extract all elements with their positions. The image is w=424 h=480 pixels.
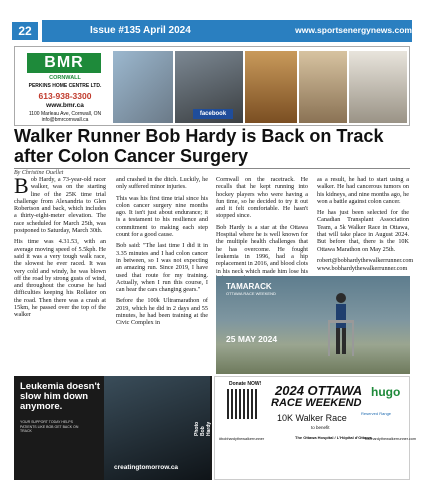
site-link[interactable]: www.bobhardythewalkerrunner.com <box>317 265 408 273</box>
bmr-address: 1100 Marleau Ave, Cornwall, ON info@bmrcornwall.ca <box>28 111 102 123</box>
hugo-logo: hugo <box>371 385 401 399</box>
leukemia-ad-copy: YOUR SUPPORT TODAY HELPS PATIENTS LIKE BOB GET BACK ON TRACK <box>20 420 79 433</box>
tamarack-brand: TAMARACK <box>226 282 272 291</box>
reserved-range-label: Reserved Range <box>361 411 392 416</box>
leukemia-ad-url[interactable]: creatingtomorrow.ca <box>114 464 179 471</box>
race-date: 25 MAY 2024 <box>226 334 278 344</box>
article-column-2: and crashed in the ditch. Luckily, he only suffered minor injuries. This was his first time trial since his colon cancer surgery nine months ago. It isn't just about endurance; it is a testament to his resilience and commitment to making each step count for a good cause. Bob said: "The last time I did it in 3.35 minutes and I had colon cancer in between, so I was not expecting an amazing run. Since 2019, I have used that route for my training. Actually, when I run this course, I can hear the cars changing gears." Before the 100k Ultramarathon of 2019, which he did in 2 days and 55 minutes, he had been training at the Civic Complex in <box>116 176 208 327</box>
ad-photo-cabinet <box>299 51 347 123</box>
hospital-logo: The Ottawa Hospital / L'Hôpital d'Ottawa <box>295 435 372 440</box>
bmr-phone: 613-938-3300 <box>38 91 92 101</box>
race-walker-event: 10K Walker Race <box>277 413 347 423</box>
issue-label: Issue #135 April 2024 <box>90 25 191 36</box>
donate-label: Donate NOW! <box>229 381 262 387</box>
walker-figure <box>326 290 356 360</box>
leukemia-ad[interactable] <box>14 376 212 480</box>
email-link[interactable]: robert@bobhardythewalkerrunner.com <box>317 256 414 264</box>
website-link[interactable]: www.sportsenergynews.com <box>295 25 412 35</box>
race-year: 2024 OTTAWA <box>275 383 363 398</box>
bmr-location: CORNWALL <box>49 75 81 81</box>
race-hashtag: #bobhardythewalkerrunner <box>219 437 265 441</box>
leukemia-ad-title: Leukemia doesn't slow him down anymore. <box>20 381 100 412</box>
facebook-badge[interactable]: facebook <box>193 109 233 119</box>
qr-code[interactable] <box>227 389 257 419</box>
ad-photo-tools <box>113 51 173 123</box>
race-benefit: to benefit <box>311 425 330 430</box>
article-headline: Walker Runner Bob Hardy is Back on Track after Colon Cancer Surgery <box>14 126 384 166</box>
bmr-ad-banner[interactable] <box>14 46 410 126</box>
race-title: RACE WEEKEND <box>271 397 362 409</box>
bmr-web[interactable]: www.bmr.ca <box>46 102 84 109</box>
page-number: 22 <box>12 22 38 40</box>
article-column-1: Bob Hardy, a 73-year-old racer walker, was on the starting line of the 25K time trial challenge from Alexandria to Glen Robertson and back, which includes a thirty-eight-meter elevation. The race scheduled for March 25th, was postponed to Saturday, March 30th. His time was 4.31.53, with an average moving speed of 5.5kph. He said it was a very tough walk race, the slowest he ever raced. It was very cold and windy, he was blown off the road by strong gusts of wind, and throughout the course he had difficulties keeping his Rollator on the road. Then there was a crash at 15km, he passed over the top of the walker <box>14 173 106 319</box>
headline-rule <box>14 168 410 169</box>
bmr-company: PERKINS HOME CENTRE LTD. <box>28 83 102 89</box>
race-weekend-ad[interactable] <box>214 376 417 480</box>
article-column-3: Cornwall on the racetrack. He recalls that he kept running into hockey players who were having a fun time, so he decided to try it out and it felt comfortable. He hasn't stopped since. Bob Hardy is a star at the Ottawa Hospital where he is well known for the multiple health challenges that he has overcome. He fought leukemia in 1996, had a hip replacement in 2016, and blood clots in his neck which made him lose his <box>216 176 308 275</box>
article-column-4: as a result, he had to start using a walker. He had cancerous tumors on his kidneys, and nine months ago, he won a battle against colon cancer. He has just been selected for the Canadian Transplant Association Team, a 5k Walker Race in Ottawa, that will take place in August 2024. But before that, there is the 10K Ottawa Marathon on May 25th. robert@bobhardythewalkerrunner.com www.bobhardythewalkerrunner.com <box>317 176 414 273</box>
race-site[interactable]: bobhardythewalkerrunner.com <box>365 437 417 441</box>
leukemia-ad-credit: Photo Bob Hardy <box>194 421 212 436</box>
article-byline: By Christine Ouellet <box>14 170 64 176</box>
tamarack-sub: OTTAWA RACE WEEKEND <box>226 291 276 296</box>
bmr-logo <box>19 51 109 123</box>
bmr-logo-mark: BMR <box>27 53 101 73</box>
race-photo <box>216 276 410 374</box>
ad-photo-wood <box>245 51 297 123</box>
drop-cap: B <box>14 173 29 198</box>
ad-photo-kitchen <box>349 51 407 123</box>
